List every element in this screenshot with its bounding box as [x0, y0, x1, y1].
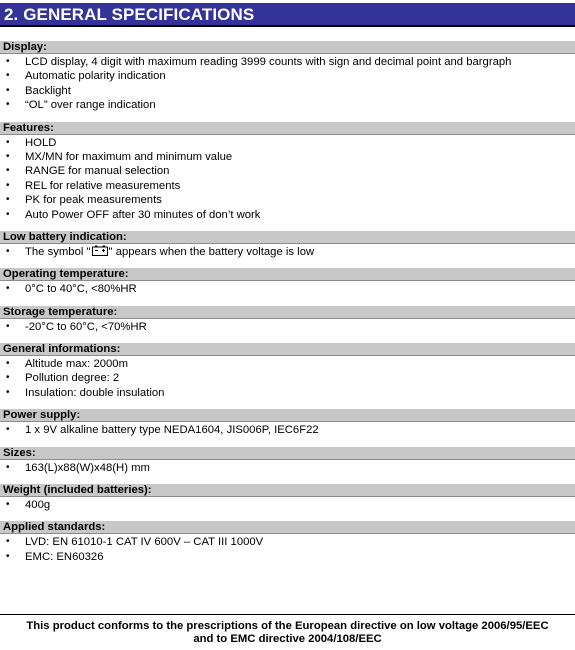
- spec-section-display: [0, 41, 575, 113]
- bullet-icon: •: [6, 165, 10, 177]
- bullet-icon: •: [6, 320, 10, 332]
- section-heading: Features:: [0, 122, 575, 135]
- list-item: [0, 386, 575, 400]
- list-item: [0, 282, 575, 296]
- item-text: Altitude max: 2000m: [25, 358, 128, 371]
- bullet-icon: •: [6, 208, 10, 220]
- conformity-line-1: This product conforms to the prescriptions of the European directive on low voltage 2006/95/EEC: [26, 620, 549, 632]
- list-item: [0, 179, 575, 193]
- section-heading: General informations:: [0, 343, 575, 356]
- bullet-list: [0, 534, 575, 564]
- list-item: [0, 193, 575, 207]
- list-item: [0, 357, 575, 371]
- bullet-icon: •: [6, 150, 10, 162]
- bullet-list: [0, 244, 575, 259]
- bullet-list: [0, 460, 575, 475]
- bullet-list: [0, 497, 575, 512]
- list-item: [0, 245, 575, 259]
- bullet-icon: •: [6, 194, 10, 206]
- list-item: [0, 84, 575, 98]
- spec-section-storage-temperature: [0, 306, 575, 334]
- section-heading: Operating temperature:: [0, 268, 575, 281]
- bullet-icon: •: [6, 424, 10, 436]
- conformity-line-2: and to EMC directive 2004/108/EEC: [193, 633, 382, 645]
- item-text: Insulation: double insulation: [25, 386, 165, 399]
- item-text: Auto Power OFF after 30 minutes of don’t work: [25, 208, 261, 221]
- item-text: 400g: [25, 499, 51, 512]
- list-item: [0, 150, 575, 164]
- bullet-list: [0, 135, 575, 222]
- bullet-list: [0, 356, 575, 400]
- page-title: 2. GENERAL SPECIFICATIONS: [4, 5, 255, 24]
- bullet-list: [0, 281, 575, 296]
- list-item: [0, 320, 575, 334]
- bullet-icon: •: [6, 461, 10, 473]
- bullet-list: [0, 422, 575, 437]
- spec-section-power-supply: [0, 409, 575, 437]
- specifications-list: [0, 41, 575, 573]
- item-text: Automatic polarity indication: [25, 70, 166, 83]
- bullet-icon: •: [6, 84, 10, 96]
- spec-section-applied-standards: [0, 521, 575, 564]
- spec-section-low-battery-indication: [0, 231, 575, 259]
- section-heading: Applied standards:: [0, 521, 575, 534]
- list-item: [0, 98, 575, 112]
- spec-section-features: [0, 122, 575, 222]
- list-item: [0, 498, 575, 512]
- spec-section-operating-temperature: [0, 268, 575, 296]
- conformity-statement: [0, 614, 575, 646]
- section-heading: Storage temperature:: [0, 306, 575, 319]
- section-heading: Power supply:: [0, 409, 575, 422]
- bullet-icon: •: [6, 99, 10, 111]
- list-item: [0, 550, 575, 564]
- bullet-icon: •: [6, 386, 10, 398]
- bullet-icon: •: [6, 550, 10, 562]
- bullet-icon: •: [6, 536, 10, 548]
- item-text: LVD: EN 61010-1 CAT IV 600V – CAT III 1000V: [25, 536, 264, 549]
- bullet-list: [0, 54, 575, 113]
- bullet-icon: •: [6, 179, 10, 191]
- item-text: 0°C to 40°C, <80%HR: [25, 283, 137, 296]
- item-text: “OL” over range indication: [25, 99, 156, 112]
- item-text: LCD display, 4 digit with maximum reading 3999 counts with sign and decimal point and bargraph: [25, 56, 512, 68]
- battery-icon: [92, 245, 108, 256]
- bullet-icon: •: [6, 245, 10, 257]
- section-title-bar: [0, 3, 575, 27]
- section-heading: Display:: [0, 41, 575, 54]
- list-item: [0, 136, 575, 150]
- item-text: Pollution degree: 2: [25, 372, 120, 385]
- item-text: MX/MN for maximum and minimum value: [25, 150, 233, 163]
- spec-section-sizes: [0, 447, 575, 475]
- list-item: [0, 461, 575, 475]
- item-text: REL for relative measurements: [25, 179, 181, 192]
- list-item: [0, 208, 575, 222]
- list-item: [0, 55, 575, 69]
- item-text: EMC: EN60326: [25, 550, 104, 563]
- section-heading: Low battery indication:: [0, 231, 575, 244]
- item-text: HOLD: [25, 136, 57, 149]
- list-item: [0, 69, 575, 83]
- spec-section-general-informations: [0, 343, 575, 400]
- list-item: [0, 423, 575, 437]
- section-heading: Weight (included batteries):: [0, 484, 575, 497]
- bullet-icon: •: [6, 499, 10, 511]
- bullet-list: [0, 319, 575, 334]
- bullet-icon: •: [6, 283, 10, 295]
- item-text: PK for peak measurements: [25, 194, 162, 207]
- item-text: " appears when the battery voltage is low: [108, 245, 315, 258]
- item-text: 163(L)x88(W)x48(H) mm: [25, 461, 150, 474]
- item-text: Backlight: [25, 84, 71, 97]
- bullet-icon: •: [6, 56, 10, 67]
- item-text: RANGE for manual selection: [25, 165, 170, 178]
- item-text: The symbol ": [25, 245, 91, 258]
- spec-section-weight-included-batteries: [0, 484, 575, 512]
- list-item: [0, 535, 575, 549]
- bullet-icon: •: [6, 372, 10, 384]
- item-text: -20°C to 60°C, <70%HR: [25, 320, 147, 333]
- section-heading: Sizes:: [0, 447, 575, 460]
- bullet-icon: •: [6, 358, 10, 370]
- bullet-icon: •: [6, 70, 10, 82]
- list-item: [0, 164, 575, 178]
- item-text: 1 x 9V alkaline battery type NEDA1604, JIS006P, IEC6F22: [25, 424, 319, 437]
- bullet-icon: •: [6, 136, 10, 148]
- list-item: [0, 371, 575, 385]
